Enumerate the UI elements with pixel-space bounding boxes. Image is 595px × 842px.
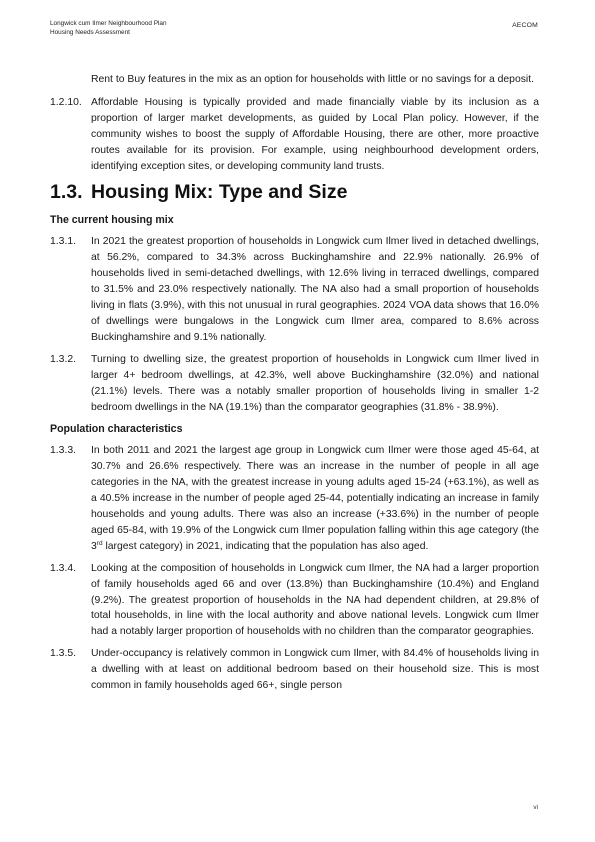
running-header-left: [50, 20, 167, 37]
paragraph-1-3-4: [50, 561, 539, 641]
paragraph-number: 1.3.4.: [50, 562, 76, 574]
paragraph-number: 1.3.1.: [50, 236, 76, 248]
continued-paragraph: [50, 72, 539, 88]
paragraph-text: Under-occupancy is relatively common in Longwick cum Ilmer, with 84.4% of households living in a dwelling with at least on additional bedroom based on their household size. This is most common in family households aged 66+, single person: [91, 648, 539, 692]
ordinal-superscript: rd: [96, 539, 103, 547]
page-number: vi: [533, 804, 538, 811]
paragraph-text: Affordable Housing is typically provided and made financially viable by its inclusion as a proportion of larger market developments, as guided by Local Plan policy. However, if the community wishes to boost the supply of Affordable Housing, there are other, more proactive routes available for its provision. For example, using neighbourhood development orders, identifying exception sites, or developing community land trusts.: [91, 96, 539, 172]
paragraph-text-part: largest category) in 2021, indicating that the population has also aged.: [102, 540, 429, 552]
paragraph-text: [91, 445, 539, 551]
header-company-name: AECOM: [512, 22, 538, 29]
page-body: [50, 72, 539, 700]
paragraph-text: Turning to dwelling size, the greatest proportion of households in Longwick cum Ilmer lived in larger 4+ bedroom dwellings, at 42.3%, well above Buckinghamshire (32.0%) and national (21.1%) levels. There was a notably smaller proportion of households living in smaller 1-2 bedroom dwellings in the NA (19.1%) than the comparator geographies (31.8% - 38.9%).: [91, 353, 539, 413]
paragraph-1-2-10: [50, 95, 539, 175]
paragraph-text: In 2021 the greatest proportion of households in Longwick cum Ilmer lived in detached dwellings, at 56.2%, compared to 34.3% across Buckinghamshire and 22.9% nationally. 26.9% of households lived in semi-detached dwellings, with 12.6% living in terraced dwellings, compared to 31.5% and 23.0% respectively nationally. The NA also had a small proportion of households living in flats (3.9%), with this not unusual in rural geographies. 2024 VOA data shows that 16.0% of dwellings were bungalows in the Longwick cum Ilmer area, compared to 8.6% across Buckinghamshire and 9.1% nationally.: [91, 236, 539, 343]
paragraph-text: Rent to Buy features in the mix as an option for households with little or no savings for a deposit.: [91, 74, 535, 85]
section-title: Housing Mix: Type and Size: [91, 181, 348, 204]
paragraph-1-3-2: [50, 352, 539, 416]
header-document-title: Longwick cum Ilmer Neighbourhood Plan: [50, 20, 167, 27]
paragraph-text-part: In both 2011 and 2021 the largest age group in Longwick cum Ilmer were those aged 45-64, at 30.7% and 26.6% respectively. There was an increase in the number of people in all age categories in the NA, with the greatest increase in young adults aged 15-24 (+63.1%), as well as a 40.5% increase in the number of people aged 25-44, potentially indicating an increase in family households and young adults. There was also an increase (+33.6%) in the number of people aged 65-84, with 19.9% of the Longwick cum Ilmer population falling within this age category (the 3: [91, 445, 539, 552]
subheading-current-housing-mix: The current housing mix: [50, 214, 174, 227]
paragraph-number: 1.3.5.: [50, 648, 76, 660]
paragraph-number: 1.3.2.: [50, 353, 76, 365]
subheading-population-characteristics: Population characteristics: [50, 423, 183, 436]
paragraph-number: 1.2.10.: [50, 96, 82, 108]
paragraph-text: Looking at the composition of households in Longwick cum Ilmer, the NA had a larger proportion of family households aged 66 and over (13.8%) than Buckinghamshire (10.4%) and England (9.2%). The greatest proportion of households in the NA had dependent children, at 29.8% of total households, in line with the local authority and above national levels. Longwick cum Ilmer had a notably larger proportion of households with no children than the comparator geographies.: [91, 562, 539, 638]
paragraph-1-3-3: [50, 443, 539, 554]
section-number: 1.3.: [50, 181, 83, 204]
paragraph-1-3-1: [50, 234, 539, 345]
paragraph-number: 1.3.3.: [50, 445, 76, 457]
header-document-subtitle: Housing Needs Assessment: [50, 28, 130, 36]
section-heading: [50, 180, 539, 204]
paragraph-1-3-5: [50, 646, 539, 694]
